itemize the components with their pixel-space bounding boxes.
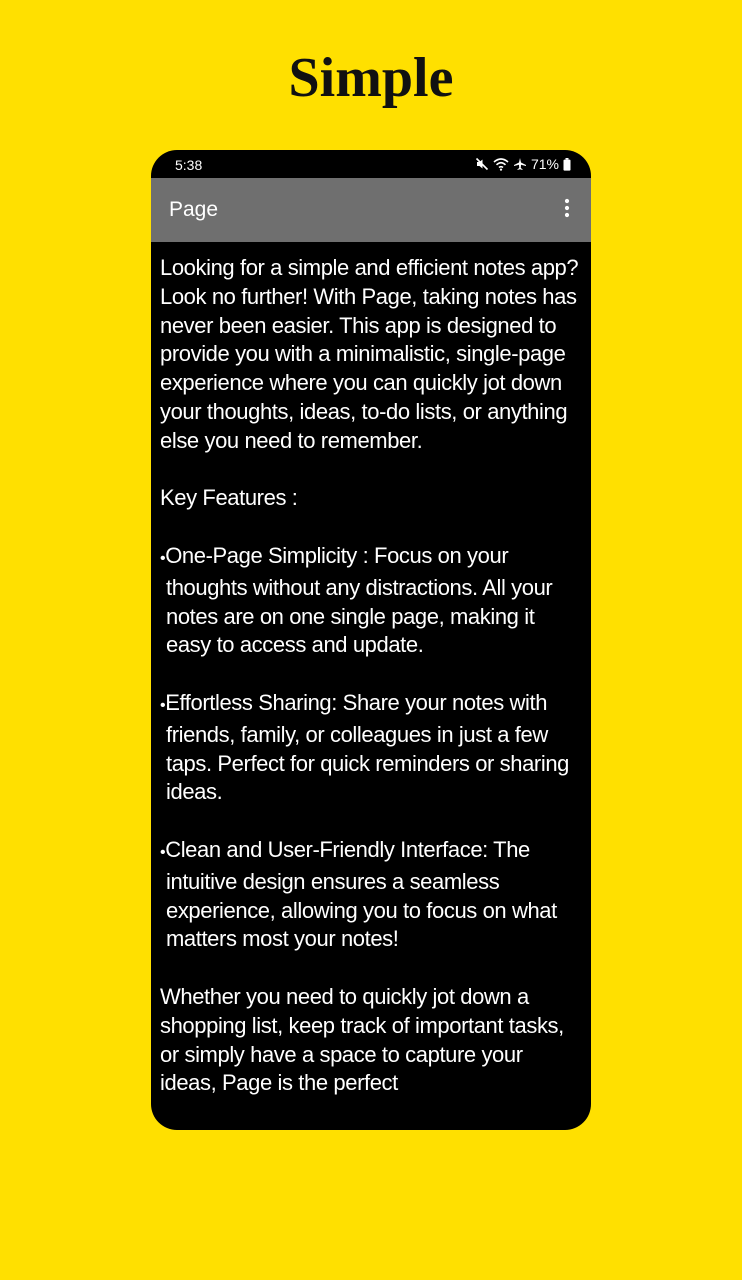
features-heading: Key Features : xyxy=(160,485,298,511)
note-closing: Whether you need to quickly jot down a shopping list, keep track of important tasks, or simply have a space to capture your ideas, Page is the perfect xyxy=(160,983,564,1096)
app-title: Page xyxy=(169,198,219,221)
feature-text: One-Page Simplicity : Focus on your thoughts without any distractions. All your notes are on one single page, making it easy to access and update. xyxy=(165,542,553,658)
mute-icon xyxy=(475,157,489,171)
phone-frame xyxy=(151,150,591,1130)
feature-text: Clean and User-Friendly Interface: The intuitive design ensures a seamless experience, allowing you to focus on what matters most your notes! xyxy=(165,836,557,952)
note-intro: Looking for a simple and efficient notes app? Look no further! With Page, taking notes has never been easier. This app is designed to provide you with a minimalistic, single-page experience where you can quickly jot down your thoughts, ideas, to-do lists, or anything else you need to remember. xyxy=(160,255,579,453)
airplane-icon xyxy=(513,157,527,171)
more-vert-icon xyxy=(564,198,570,223)
feature-item xyxy=(160,542,584,660)
feature-text: Effortless Sharing: Share your notes with friends, family, or colleagues in just a few taps. Perfect for quick reminders or sharing ideas. xyxy=(165,689,570,805)
note-text-area[interactable] xyxy=(160,254,584,1127)
status-bar xyxy=(151,150,591,178)
promo-headline: Simple xyxy=(288,47,454,109)
feature-item xyxy=(160,689,584,807)
status-icons xyxy=(475,156,571,172)
feature-item xyxy=(160,836,584,954)
battery-percent: 71% xyxy=(530,156,559,172)
battery-icon xyxy=(563,158,571,171)
wifi-icon xyxy=(493,157,509,171)
app-bar xyxy=(151,178,591,242)
bullet-icon: • xyxy=(160,549,166,567)
bullet-icon: • xyxy=(160,843,166,861)
bullet-icon: • xyxy=(160,696,166,714)
status-time: 5:38 xyxy=(175,157,203,173)
more-options-button[interactable] xyxy=(553,194,581,226)
